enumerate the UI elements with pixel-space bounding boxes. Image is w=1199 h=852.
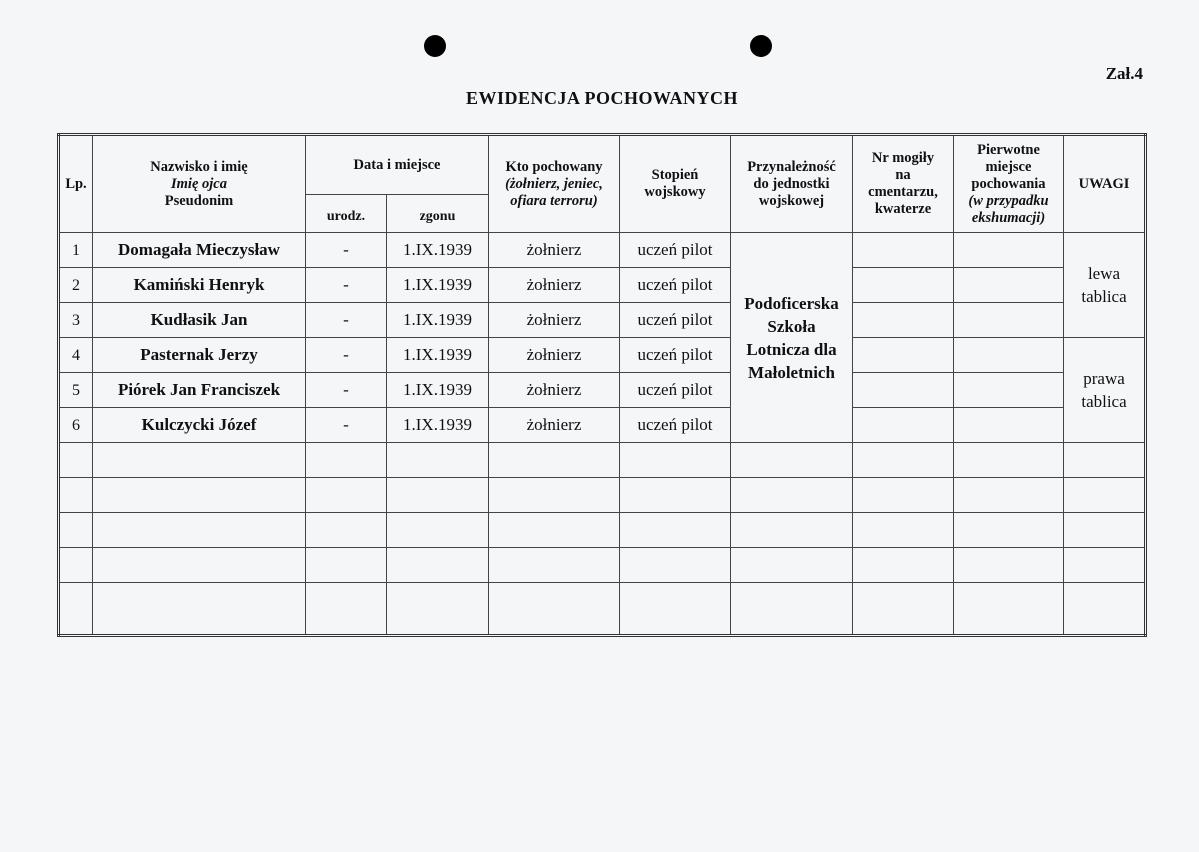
who-cell: żołnierz — [489, 338, 620, 373]
unit-cell: Podoficerska Szkoła Lotnicza dla Małoletnich — [731, 233, 853, 443]
burial-register-table — [57, 133, 1147, 637]
page-title: EWIDENCJA POCHOWANYCH — [465, 88, 739, 108]
punch-hole-left-icon — [424, 35, 446, 57]
table-row — [59, 268, 1146, 303]
death-cell: 1.IX.1939 — [387, 268, 489, 303]
original-place-cell — [954, 268, 1064, 303]
empty-row — [59, 443, 1146, 478]
lp-cell: 5 — [59, 373, 93, 408]
original-place-cell — [954, 338, 1064, 373]
header-original-place: Pierwotne miejsce pochowania (w przypadku ekshumacji) — [954, 135, 1064, 233]
name-cell: Kudłasik Jan — [93, 303, 306, 338]
rank-cell: uczeń pilot — [620, 373, 731, 408]
punch-hole-right-icon — [750, 35, 772, 57]
rank-cell: uczeń pilot — [620, 268, 731, 303]
header-who: Kto pochowany (żołnierz, jeniec, ofiara terroru) — [489, 135, 620, 233]
birth-cell: - — [306, 233, 387, 268]
who-cell: żołnierz — [489, 268, 620, 303]
who-cell: żołnierz — [489, 303, 620, 338]
who-cell: żołnierz — [489, 408, 620, 443]
lp-cell: 1 — [59, 233, 93, 268]
who-cell: żołnierz — [489, 233, 620, 268]
table-row — [59, 303, 1146, 338]
table-row — [59, 233, 1146, 268]
table-row — [59, 373, 1146, 408]
rank-cell: uczeń pilot — [620, 338, 731, 373]
original-place-cell — [954, 303, 1064, 338]
death-cell: 1.IX.1939 — [387, 408, 489, 443]
header-date-place: Data i miejsce — [306, 135, 489, 195]
table-row — [59, 408, 1146, 443]
attachment-label: Zał.4 — [1105, 64, 1143, 83]
remarks-cell-right: prawa tablica — [1064, 338, 1146, 443]
original-place-cell — [954, 373, 1064, 408]
remarks-cell-left: lewa tablica — [1064, 233, 1146, 338]
lp-cell: 3 — [59, 303, 93, 338]
grave-cell — [853, 338, 954, 373]
grave-cell — [853, 408, 954, 443]
name-cell: Domagała Mieczysław — [93, 233, 306, 268]
rank-cell: uczeń pilot — [620, 303, 731, 338]
birth-cell: - — [306, 303, 387, 338]
header-name: Nazwisko i imię Imię ojca Pseudonim — [93, 135, 306, 233]
grave-cell — [853, 373, 954, 408]
rank-cell: uczeń pilot — [620, 408, 731, 443]
empty-row — [59, 478, 1146, 513]
header-death: zgonu — [387, 195, 489, 233]
death-cell: 1.IX.1939 — [387, 303, 489, 338]
header-remarks: UWAGI — [1064, 135, 1146, 233]
birth-cell: - — [306, 408, 387, 443]
table-row — [59, 338, 1146, 373]
empty-row — [59, 583, 1146, 636]
header-birth: urodz. — [306, 195, 387, 233]
header-grave-number: Nr mogiły na cmentarzu, kwaterze — [853, 135, 954, 233]
who-cell: żołnierz — [489, 373, 620, 408]
death-cell: 1.IX.1939 — [387, 373, 489, 408]
death-cell: 1.IX.1939 — [387, 233, 489, 268]
header-rank: Stopień wojskowy — [620, 135, 731, 233]
header-unit: Przynależność do jednostki wojskowej — [731, 135, 853, 233]
birth-cell: - — [306, 373, 387, 408]
name-cell: Pasternak Jerzy — [93, 338, 306, 373]
lp-cell: 6 — [59, 408, 93, 443]
grave-cell — [853, 233, 954, 268]
header-lp: Lp. — [59, 135, 93, 233]
original-place-cell — [954, 233, 1064, 268]
lp-cell: 2 — [59, 268, 93, 303]
empty-row — [59, 513, 1146, 548]
name-cell: Kamiński Henryk — [93, 268, 306, 303]
death-cell: 1.IX.1939 — [387, 338, 489, 373]
header-row — [59, 135, 1146, 195]
grave-cell — [853, 303, 954, 338]
grave-cell — [853, 268, 954, 303]
birth-cell: - — [306, 338, 387, 373]
empty-row — [59, 548, 1146, 583]
original-place-cell — [954, 408, 1064, 443]
name-cell: Kulczycki Józef — [93, 408, 306, 443]
birth-cell: - — [306, 268, 387, 303]
rank-cell: uczeń pilot — [620, 233, 731, 268]
name-cell: Piórek Jan Franciszek — [93, 373, 306, 408]
lp-cell: 4 — [59, 338, 93, 373]
